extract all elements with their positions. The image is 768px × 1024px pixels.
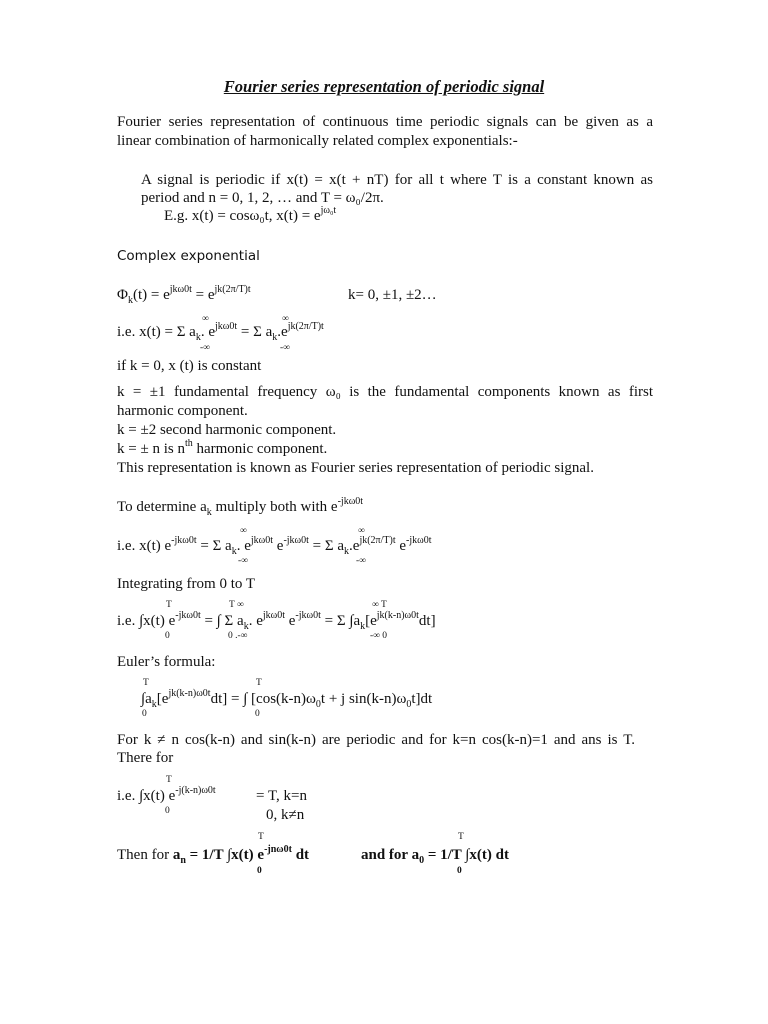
sum-lower-limit: -∞ (238, 556, 248, 566)
euler-equation: $\int a_k[e^{jk(k-n)\omega 0t}dt]$ = ∫ [$\cos(k-n)\omega_0t + j$ $\sin(k-n)\omega_0t]dt$ (141, 688, 433, 710)
k-two-line: k = ±2 second harmonic component. (117, 422, 337, 438)
integral-upper-limit: T (166, 775, 172, 785)
sum-lower-limit: -∞ (356, 556, 366, 566)
fourier-series-equation: i.e. x(t) = Σ $a_k$. $e^{jk\omega 0t} = \Sigma$ $a_k.e^{jk(2\pi/T)t}$ (117, 321, 324, 343)
for-k-line-1: For k ≠ n cos(k-n) and sin(k-n) are periodic and for k=n cos(k-n)=1 and ans is T. (117, 732, 635, 748)
integral-upper-limit: T (458, 832, 464, 842)
integral-lower-limit: 0 (255, 709, 260, 719)
k-one-line-2: harmonic component. (117, 403, 248, 419)
sum-upper-limit: ∞ (240, 526, 247, 536)
integrated-equation: i.e. ∫x(t) $e^{-jk\omega 0t}$ = ∫ Σ $a_k$. $e^{jk\omega 0t}$ $e^{-jk\omega 0t} = \Sigma$ $\int a_k[e^{jk(k-n)\omega 0t}dt]$ (117, 610, 436, 632)
coefficient-formula-a0: and for $a_0 = 1/T$ ∫x(t) dt (361, 847, 509, 866)
sum-upper-limit: ∞ (358, 526, 365, 536)
orthogonality-case-1: = T, k=n (256, 788, 307, 804)
orthogonality-equation: i.e. ∫x(t) $e^{-j(k-n)\omega 0t}$ (117, 785, 216, 804)
integral-lower-limit: 0 (165, 631, 170, 641)
intro-line-1: Fourier series representation of continuous time periodic signals can be given as a (117, 114, 653, 130)
integral-upper-limit: T (143, 678, 149, 688)
integral-lower-limit: 0 (165, 806, 170, 816)
euler-heading: Euler’s formula: (117, 654, 216, 670)
integral-upper-limit: T (166, 600, 172, 610)
integral-upper-limit: T ∞ (229, 600, 244, 610)
sum-lower-limit: -∞ (200, 343, 210, 353)
integral-lower-limit: 0 (142, 709, 147, 719)
integral-lower-limit: -∞ 0 (370, 631, 388, 641)
sum-upper-limit: ∞ (282, 314, 289, 324)
integral-lower-limit: 0 (457, 866, 462, 876)
determine-line: To determine $a_k$ multiply both with $e^{-jk\omega 0t}$ (117, 496, 364, 518)
page-title: Fourier series representation of periodic signal (223, 77, 545, 96)
sum-lower-limit: -∞ (280, 343, 290, 353)
complex-exponential-heading: Complex exponential (117, 248, 260, 264)
integral-lower-limit: 0 .-∞ (228, 631, 248, 641)
representation-line: This representation is known as Fourier series representation of periodic signal. (117, 460, 594, 476)
integral-upper-limit: T (256, 678, 262, 688)
integral-lower-limit: 0 (257, 866, 262, 876)
example-line: E.g. x(t) = cosω₀t, $x(t) = e^{j\omega_0t}$ (164, 205, 337, 224)
k-one-line-1: k = ±1 fundamental frequency ω₀ is the fundamental components known as first (117, 384, 653, 400)
sum-upper-limit: ∞ (202, 314, 209, 324)
periodic-definition-line-1: A signal is periodic if x(t) = x(t + nT) for all t where T is a constant known as (141, 172, 653, 188)
for-k-line-2: There for (117, 750, 174, 766)
phi-equation: $\Phi_k(t) = e^{jk\omega 0t} = e^{jk(2\pi/T)t}$ (117, 284, 251, 306)
k-n-line: k = ± n is $n^{th}$ harmonic component. (117, 438, 328, 457)
coefficient-formula-an: Then for $a_n = 1/T$ ∫x(t) $e^{-jn\omega 0t}$ dt (117, 844, 310, 866)
k-range: k= 0, ±1, ±2… (348, 287, 437, 303)
multiplied-equation: i.e. x(t) $e^{-jk\omega 0t} = \Sigma$ $a_k$. $e^{jk\omega 0t}$ $e^{-jk\omega 0t} = \Sigma$ $a_k.e^{jk(2\pi/T)t}$ $e^{-jk\omega 0t}$ (117, 535, 432, 557)
intro-line-2: linear combination of harmonically related complex exponentials:- (117, 133, 518, 149)
integral-upper-limit: ∞ T (372, 600, 387, 610)
periodic-definition-line-2: period and n = 0, 1, 2, … and T = ω₀/2π. (141, 190, 384, 206)
integral-upper-limit: T (258, 832, 264, 842)
orthogonality-case-2: 0, k≠n (266, 807, 305, 823)
integrating-heading: Integrating from 0 to T (117, 576, 256, 592)
k-zero-line: if k = 0, x (t) is constant (117, 358, 262, 374)
